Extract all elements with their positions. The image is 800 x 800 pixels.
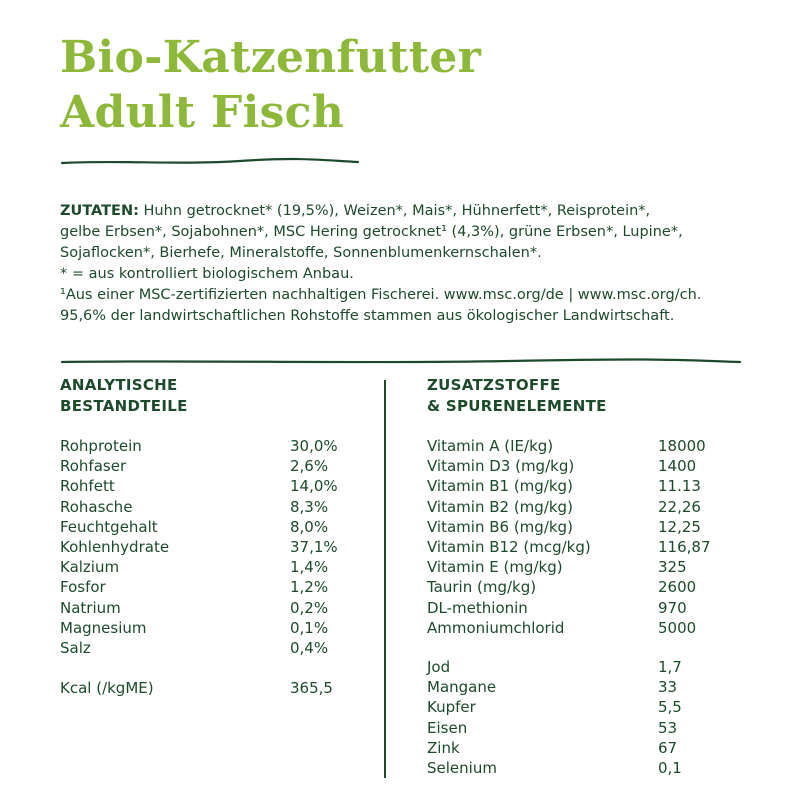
row-value: 2600 xyxy=(658,578,697,597)
row-value: 1,7 xyxy=(658,658,682,676)
row-value: 2,6% xyxy=(290,457,329,476)
ingredients-line-1 xyxy=(60,201,750,222)
kcal-name: Kcal (/kgME) xyxy=(60,679,154,697)
row-value: 325 xyxy=(658,558,687,577)
divider-wavy-middle xyxy=(60,355,742,369)
row-name: Vitamin D3 (mg/kg) xyxy=(427,457,575,476)
row-name: Vitamin A (IE/kg) xyxy=(427,437,554,455)
row-name: Jod xyxy=(427,658,451,676)
row-value: 0,1% xyxy=(290,618,329,637)
row-name: Mangane xyxy=(427,678,497,697)
row-name: DL-methionin xyxy=(427,598,528,617)
row-name: Rohfett xyxy=(60,477,115,496)
row-value: 22,26 xyxy=(658,497,701,516)
additives-heading-line-1: ZUSATZSTOFFE xyxy=(427,376,561,394)
row-name: Natrium xyxy=(60,598,121,617)
additives-heading xyxy=(427,375,607,417)
row-value: 53 xyxy=(658,718,678,737)
kcal-value: 365,5 xyxy=(290,679,333,697)
row-value: 8,0% xyxy=(290,517,329,536)
row-name: Rohfaser xyxy=(60,457,127,476)
row-name: Kohlenhydrate xyxy=(60,537,170,556)
product-title xyxy=(60,30,481,140)
row-value: 970 xyxy=(658,598,687,617)
row-value: 0,1 xyxy=(658,758,682,777)
row-name: Vitamin B6 (mg/kg) xyxy=(427,517,573,536)
product-title-line-1: Bio-Katzenfutter xyxy=(60,32,482,83)
row-name: Ammoniumchlorid xyxy=(427,618,565,637)
row-value: 5,5 xyxy=(658,698,682,717)
ingredients-line-2: gelbe Erbsen*, Sojabohnen*, MSC Hering getrocknet¹ (4,3%), grüne Erbsen*, Lupine*, xyxy=(60,224,683,240)
row-name: Rohprotein xyxy=(60,437,142,455)
row-value: 116,87 xyxy=(658,537,711,556)
row-name: Vitamin B2 (mg/kg) xyxy=(427,497,573,516)
row-name: Rohasche xyxy=(60,497,133,516)
organic-footnote: * = aus kontrolliert biologischem Anbau. xyxy=(60,266,354,282)
row-value: 1,2% xyxy=(290,578,329,597)
organic-share-note: 95,6% der landwirtschaftlichen Rohstoffe stammen aus ökologischer Landwirtschaft. xyxy=(60,308,675,324)
row-name: Feuchtgehalt xyxy=(60,517,158,536)
row-name: Vitamin E (mg/kg) xyxy=(427,558,563,577)
ingredients-block xyxy=(60,201,750,327)
additives-heading-line-2: & SPURENELEMENTE xyxy=(427,397,607,415)
row-value: 5000 xyxy=(658,618,697,637)
row-name: Selenium xyxy=(427,758,497,777)
row-name: Salz xyxy=(60,638,91,657)
row-value: 1400 xyxy=(658,457,697,476)
row-value: 37,1% xyxy=(290,537,338,556)
row-value: 33 xyxy=(658,678,678,697)
row-name: Kupfer xyxy=(427,698,476,717)
row-value: 12,25 xyxy=(658,517,701,536)
row-value: 0,4% xyxy=(290,638,329,657)
row-name: Magnesium xyxy=(60,618,147,637)
row-value: 11.13 xyxy=(658,477,701,496)
analytical-heading-line-2: BESTANDTEILE xyxy=(60,397,188,415)
divider-wavy-top xyxy=(60,155,360,169)
ingredients-label: ZUTATEN: xyxy=(60,203,139,219)
ingredients-text-1: Huhn getrocknet* (19,5%), Weizen*, Mais*, Hühnerfett*, Reisprotein*, xyxy=(138,203,651,219)
analytical-heading-line-1: ANALYTISCHE xyxy=(60,376,178,394)
msc-footnote: ¹Aus einer MSC-zertifizierten nachhaltigen Fischerei. www.msc.org/de | www.msc.org/ch. xyxy=(60,287,702,303)
row-name: Eisen xyxy=(427,718,468,737)
row-value: 18000 xyxy=(658,437,706,455)
row-value: 1,4% xyxy=(290,558,329,577)
row-name: Vitamin B12 (mcg/kg) xyxy=(427,537,591,556)
row-name: Fosfor xyxy=(60,578,106,597)
row-name: Vitamin B1 (mg/kg) xyxy=(427,477,573,496)
row-name: Taurin (mg/kg) xyxy=(427,578,537,597)
row-value: 14,0% xyxy=(290,477,338,496)
row-name: Kalzium xyxy=(60,558,120,577)
ingredients-line-3: Sojaflocken*, Bierhefe, Mineralstoffe, Sonnenblumenkernschalen*. xyxy=(60,245,542,261)
row-value: 30,0% xyxy=(290,437,338,455)
product-title-line-2: Adult Fisch xyxy=(60,87,345,138)
row-name: Zink xyxy=(427,738,460,757)
row-value: 8,3% xyxy=(290,497,329,516)
row-value: 67 xyxy=(658,738,678,757)
analytical-heading xyxy=(60,375,188,417)
column-divider xyxy=(384,380,386,778)
row-value: 0,2% xyxy=(290,598,329,617)
